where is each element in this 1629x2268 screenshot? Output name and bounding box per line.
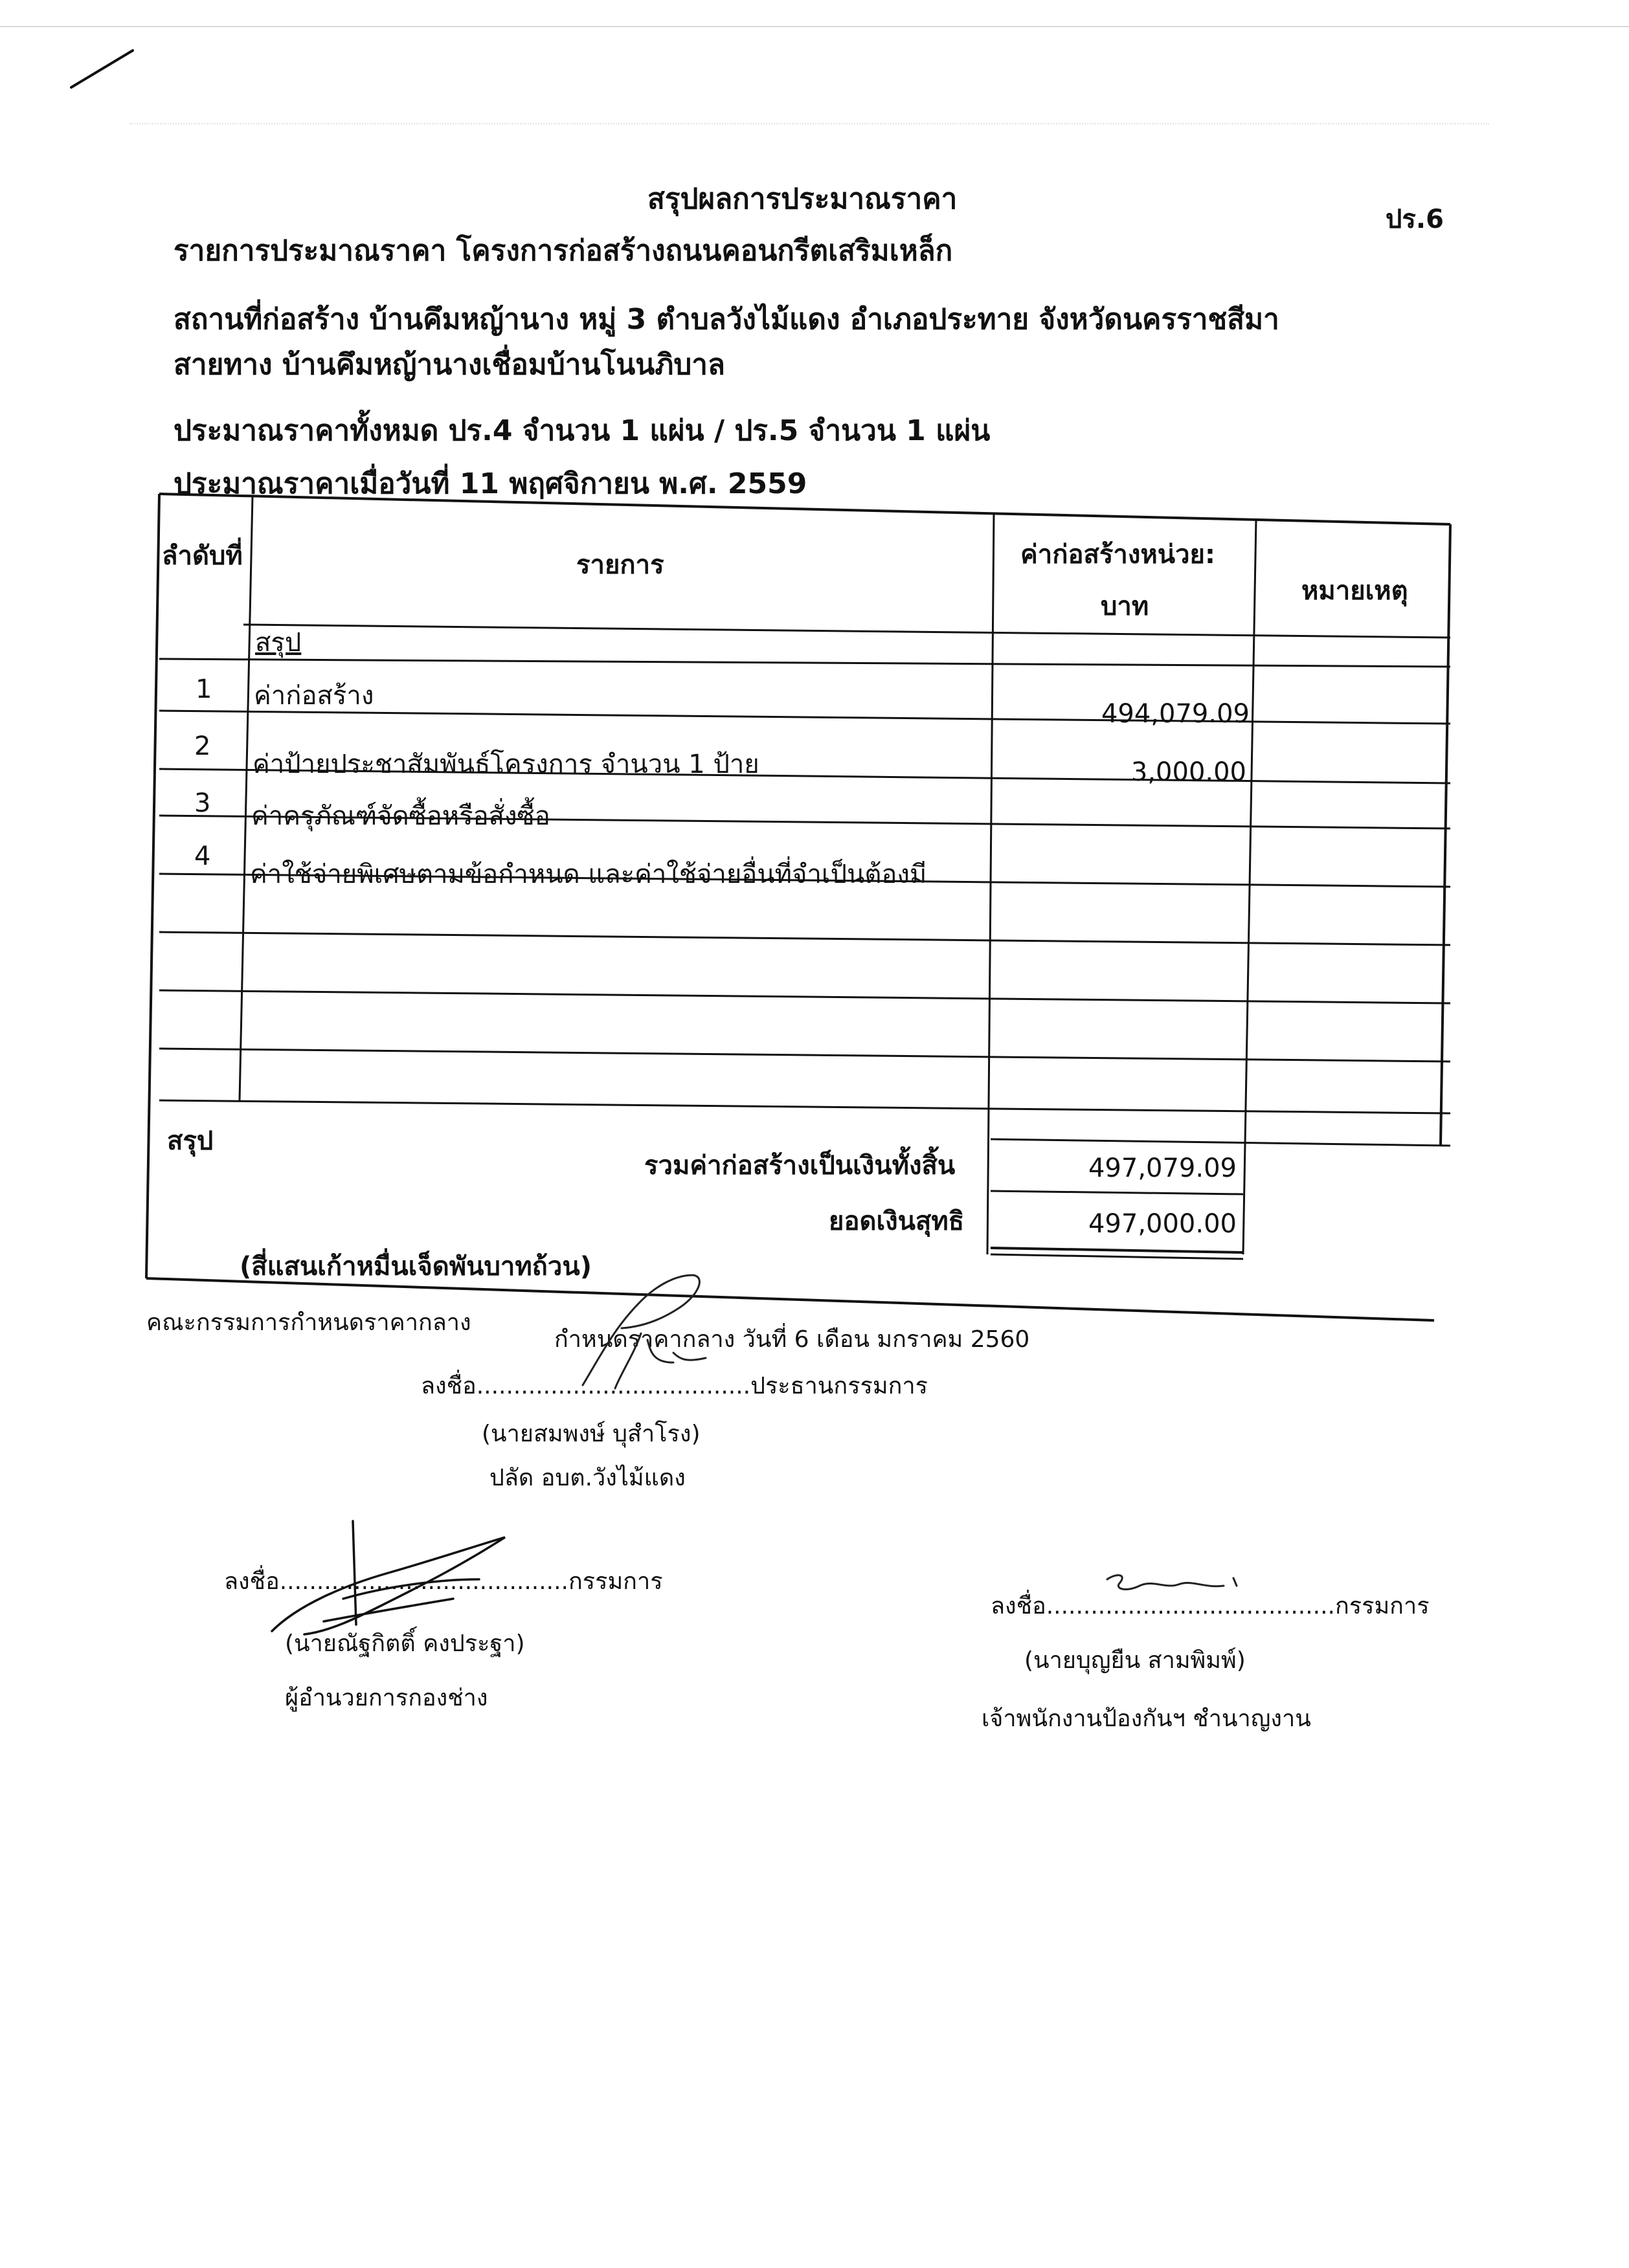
route-line: สายทาง บ้านคึมหญ้านางเชื่อมบ้านโนนภิบาล xyxy=(174,348,725,381)
form-code: ปร.6 xyxy=(1386,205,1444,234)
chair-signature xyxy=(544,1256,738,1405)
total-sheets-line: ประมาณราคาทั้งหมด ปร.4 จำนวน 1 แผ่น / ปร.5 จำนวน 1 แผ่น xyxy=(174,414,991,447)
amount-in-words: (สี่แสนเก้าหมื่นเจ็ดพันบาทถ้วน) xyxy=(240,1252,592,1282)
page-title: สรุปผลการประมาณราคา xyxy=(647,183,958,216)
project-line: รายการประมาณราคา โครงการก่อสร้างถนนคอนกรีตเสริมเหล็ก xyxy=(174,234,953,267)
chair-name: (นายสมพงษ์ บุสำโรง) xyxy=(482,1421,701,1447)
member1-signature xyxy=(246,1508,531,1651)
chair-signature-line: ลงชื่อ.....................................ประธานกรรมการ xyxy=(421,1373,928,1399)
col-header-cost-line1: ค่าก่อสร้างหน่วย: xyxy=(1020,540,1215,570)
member2-signature-line: ลงชื่อ.......................................กรรมการ xyxy=(991,1593,1430,1619)
col-header-note: หมายเหตุ xyxy=(1301,576,1408,606)
row-4-no: 4 xyxy=(194,841,211,871)
member1-position: ผู้อำนวยการกองช่าง xyxy=(285,1685,488,1711)
committee-date: กำหนดราคากลาง วันที่ 6 เดือน มกราคม 2560 xyxy=(554,1326,1030,1353)
row-2-no: 2 xyxy=(194,731,211,761)
col-header-cost-line2: บาท xyxy=(1101,592,1149,621)
row-1-item: ค่าก่อสร้าง xyxy=(254,681,374,711)
footer-summary-label: สรุป xyxy=(167,1126,214,1156)
row-2-amount: 3,000.00 xyxy=(1130,757,1246,787)
row-3-no: 3 xyxy=(194,788,211,818)
row-4-item: ค่าใช้จ่ายพิเศษตามข้อกำหนด และค่าใช้จ่ายอื่นที่จำเป็นต้องมี xyxy=(250,860,927,889)
total-value: 497,079.09 xyxy=(1088,1153,1237,1183)
total-label: รวมค่าก่อสร้างเป็นเงินทั้งสิ้น xyxy=(644,1151,956,1181)
col-header-item: รายการ xyxy=(576,550,664,580)
net-label: ยอดเงินสุทธิ xyxy=(829,1206,965,1236)
net-value: 497,000.00 xyxy=(1088,1209,1237,1239)
committee-label: คณะกรรมการกำหนดราคากลาง xyxy=(146,1309,471,1336)
summary-heading: สรุป xyxy=(255,628,302,658)
row-1-no: 1 xyxy=(196,674,212,704)
member2-name: (นายบุญยืน สามพิมพ์) xyxy=(1024,1647,1246,1674)
location-line: สถานที่ก่อสร้าง บ้านคึมหญ้านาง หมู่ 3 ตำบลวังไม้แดง อำเภอประทาย จังหวัดนครราชสีมา xyxy=(174,303,1279,336)
row-2-item: ค่าป้ายประชาสัมพันธ์โครงการ จำนวน 1 ป้าย xyxy=(253,750,759,779)
member1-signature-line: ลงชื่อ.......................................กรรมการ xyxy=(224,1568,663,1595)
member2-signature xyxy=(1094,1560,1275,1612)
row-3-item: ค่าครุภัณฑ์จัดซื้อหรือสั่งซื้อ xyxy=(251,801,550,831)
chair-position: ปลัด อบต.วังไม้แดง xyxy=(489,1465,686,1491)
col-header-no: ลำดับที่ xyxy=(162,541,243,571)
row-1-amount: 494,079.09 xyxy=(1101,699,1250,729)
member2-position: เจ้าพนักงานป้องกันฯ ชำนาญงาน xyxy=(982,1706,1311,1732)
member1-name: (นายณัฐกิตติ์ คงประฐา) xyxy=(285,1630,525,1657)
estimate-date-line: ประมาณราคาเมื่อวันที่ 11 พฤศจิกายน พ.ศ. 2559 xyxy=(174,467,807,500)
